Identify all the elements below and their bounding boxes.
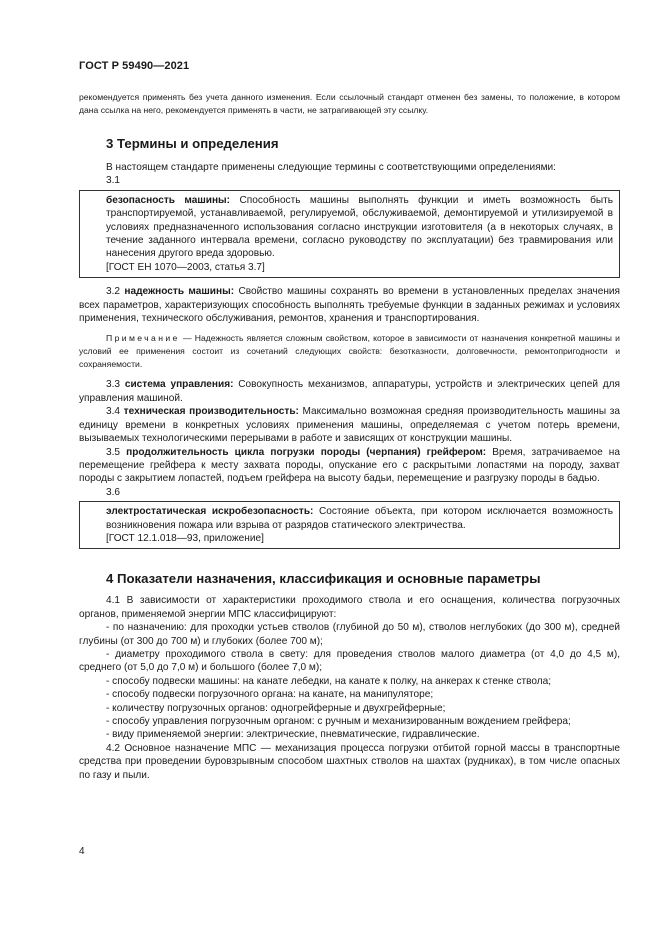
- term-3-5-term: продолжительность цикла погрузки породы (черпания) грейфером:: [126, 446, 487, 458]
- term-3-1-paragraph: [106, 194, 613, 261]
- term-3-5-number: 3.5: [106, 446, 127, 458]
- page-number: 4: [79, 846, 85, 857]
- term-3-5-definition: Время, затрачиваемое на перемещение грейфера к месту захвата породы, опускание его с раскрытыми лопастями на породу, захват породы с закрытием лопастей, подъем грейфера на высоту бадьи, перемещение и разгрузку породы в бадью.: [79, 446, 620, 485]
- term-3-6-paragraph: [106, 505, 613, 532]
- term-3-5-paragraph: [79, 446, 620, 486]
- term-3-4-paragraph: [79, 405, 620, 445]
- list-item: - способу подвески машины: на канате лебедки, на канате к полку, на анкерах к стенке ствола;: [106, 675, 552, 687]
- list-item: - виду применяемой энергии: электрические, пневматические, гидравлические.: [106, 729, 480, 741]
- term-3-1-term: безопасность машины:: [106, 194, 231, 206]
- term-3-3-definition: Совокупность механизмов, аппаратуры, устройств и электрических цепей для управления машиной.: [79, 379, 621, 404]
- section-3-title: 3 Термины и определения: [106, 136, 279, 151]
- term-3-6-number: 3.6: [106, 486, 121, 498]
- term-3-6-reference: [ГОСТ 12.1.018—93, приложение]: [106, 532, 264, 544]
- list-item: - количеству погрузочных органов: одногрейферные и двухгрейферные;: [106, 702, 446, 714]
- page-content: [79, 91, 620, 782]
- term-3-2-paragraph: [79, 285, 620, 325]
- note-paragraph: [79, 332, 620, 371]
- term-3-4-number: 3.4: [106, 406, 124, 418]
- list-item: - способу подвески погрузочного органа: на канате, на манипуляторе;: [106, 689, 434, 701]
- section-3-intro: В настоящем стандарте применены следующие термины с соответствующими определениями:: [106, 162, 556, 173]
- term-3-4-term: техническая производительность:: [123, 406, 299, 418]
- term-3-2-definition: Свойство машины сохранять во времени в установленных пределах значения всех параметров, характеризующих способность выполнять требуемые функции в заданных режимах и условиях применения, технического обслуживания, ремонтов, хранения и транспортирования.: [79, 286, 621, 325]
- note-text: — Надежность является сложным свойством, которое в зависимости от назначения конкретной машины и условий ее применения состоит из сочетаний следующих свойств: безотказности, долговечности, ремонтопригодности и сохраняемости.: [79, 333, 620, 370]
- list-item: - диаметру проходимого ствола в свету: для проведения стволов малого диаметра (от 4,0 до 4,5 м), среднего (от 5,0 до 7,0 м) и большого (более 7,0 м);: [79, 648, 620, 674]
- clause-4-2: 4.2 Основное назначение МПС — механизация процесса погрузки отбитой горной массы в транспортные средства при проведении буровзрывным способом шахтных стволов на шахтах (рудниках), в том числе опасных по газу и пыли.: [79, 742, 620, 781]
- term-3-3-number: 3.3: [106, 379, 125, 391]
- page-header-standard: ГОСТ Р 59490—2021: [79, 60, 190, 72]
- list-item: - по назначению: для проходки устьев стволов (глубиной до 50 м), стволов неглубоких (до 300 м), средней глубины (от 300 до 700 м) и глубоких (более 700 м);: [79, 622, 620, 647]
- term-3-2-number: 3.2: [106, 286, 125, 298]
- term-3-6-definition: Состояние объекта, при котором исключается возможность возникновения пожара или взрыва от разрядов статического электричества.: [106, 506, 613, 531]
- term-3-1-reference: [ГОСТ ЕН 1070—2003, статья 3.7]: [106, 261, 265, 273]
- term-3-1-definition: Способность машины выполнять функции и иметь возможность быть транспортируемой, устанавливаемой, регулируемой, обслуживаемой, демонтируемой и утилизируемой в условиях предназначенного использования согласно инструкции изготовителя (а в некоторых случаях, в течение заданного интервала времени, согласно руководству по эксплуатации) без травмирования или нанесения другого вреда здоровью.: [106, 194, 613, 260]
- note-label: Примечание: [106, 333, 180, 344]
- section-4-title: 4 Показатели назначения, классификация и основные параметры: [106, 571, 541, 587]
- intro-paragraph: рекомендуется применять без учета данного изменения. Если ссылочный стандарт отменен без замены, то положение, в котором дана ссылка на него, рекомендуется применять в части, не затрагивающей эту ссылку.: [79, 92, 620, 115]
- term-3-3-paragraph: [79, 378, 620, 405]
- term-3-3-term: система управления:: [124, 379, 234, 391]
- term-3-1-number: 3.1: [106, 175, 121, 187]
- list-item: - способу управления погрузочным органом: с ручным и механизированным вождением грейфера;: [106, 716, 571, 727]
- term-3-4-definition: Максимально возможная средняя производительность машины за единицу времени в конкретных условиях применения машины, определяемая с учетом потерь времени, вызываемых технологическими перерывами в работе и зависящих от конструкции машины.: [79, 406, 620, 445]
- term-3-6-box: [79, 501, 620, 549]
- term-3-1-box: [79, 190, 620, 278]
- clause-4-1: 4.1 В зависимости от характеристики проходимого ствола и его оснащения, количества погрузочных органов, применяемой энергии МПС классифицируют:: [79, 595, 620, 620]
- term-3-2-term: надежность машины:: [124, 286, 235, 298]
- term-3-6-term: электростатическая искробезопасность:: [106, 506, 314, 518]
